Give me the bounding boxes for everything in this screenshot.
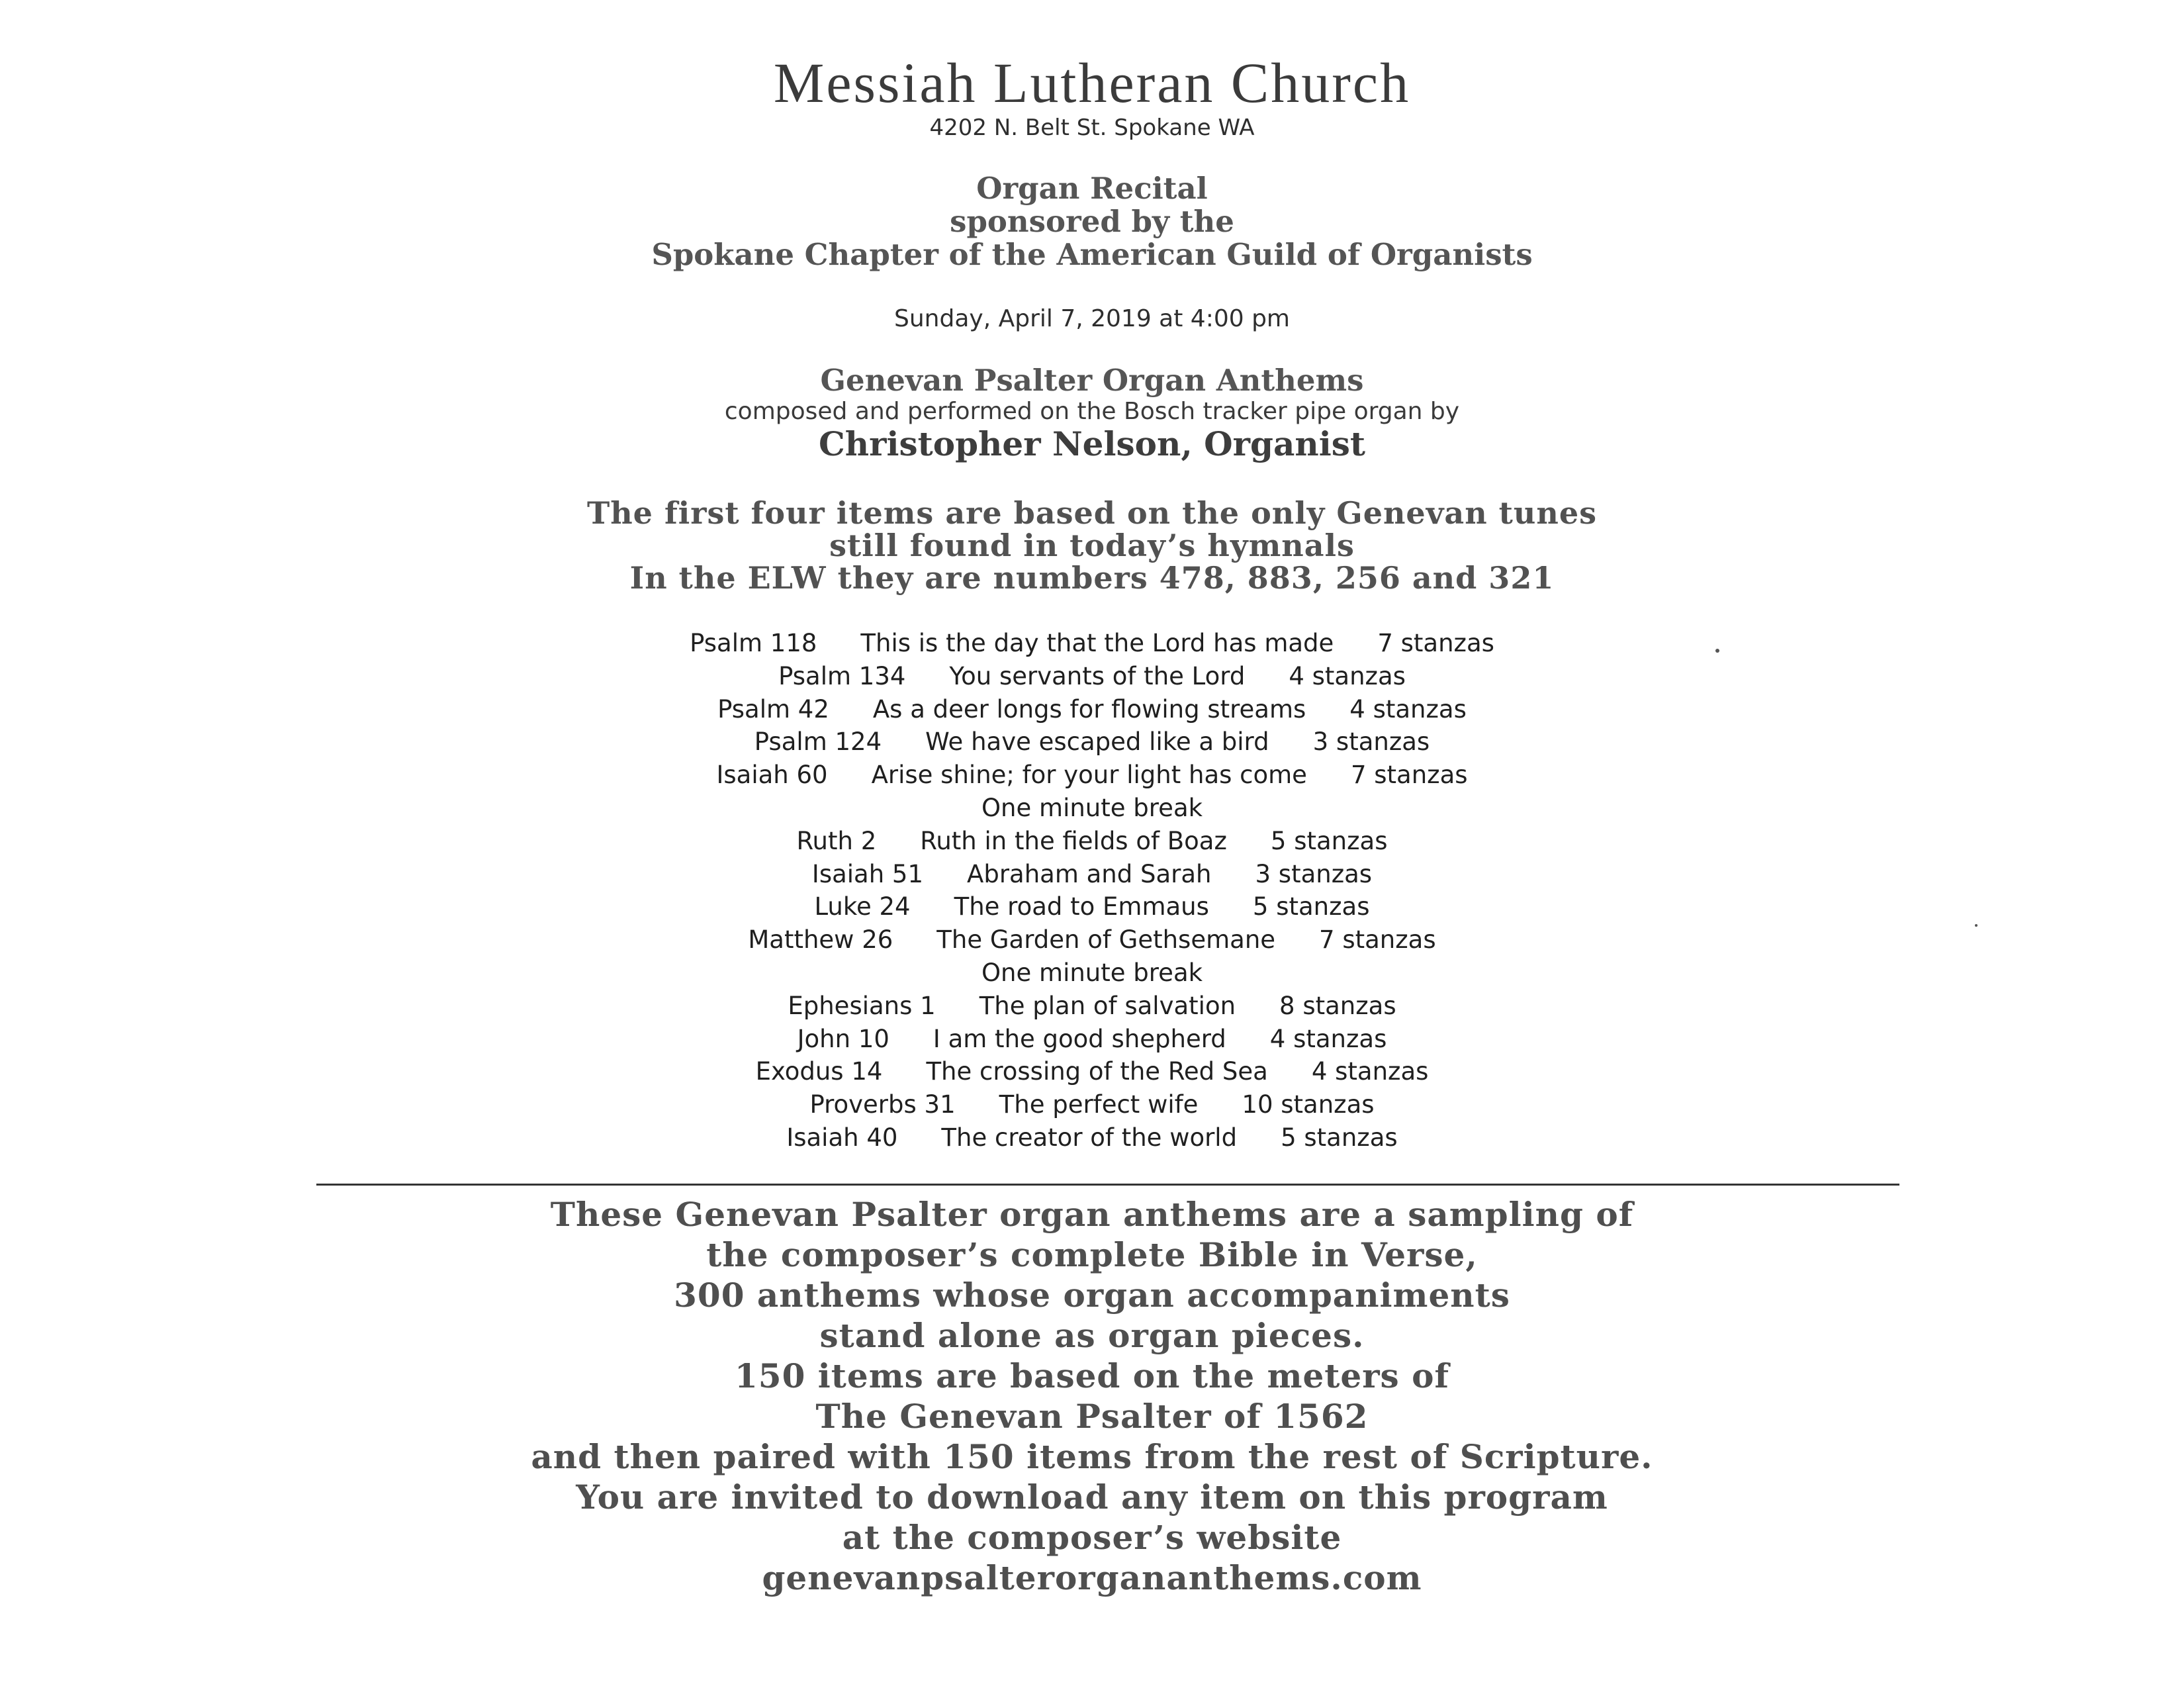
- footer-line: The Genevan Psalter of 1562: [815, 1397, 1369, 1436]
- program-item: [0, 1125, 2184, 1150]
- program-item-title: As a deer longs for flowing streams: [872, 695, 1306, 724]
- program-item: [0, 1092, 2184, 1117]
- program-item-title: The creator of the world: [941, 1123, 1238, 1152]
- scan-speck: [1975, 924, 1978, 927]
- program-item-stanzas: 8 stanzas: [1279, 992, 1396, 1020]
- footer-line: the composer’s complete Bible in Verse,: [706, 1235, 1478, 1274]
- program-item-title: The crossing of the Red Sea: [926, 1057, 1268, 1086]
- program-item: [0, 1027, 2184, 1051]
- footer-line: You are invited to download any item on this program: [576, 1477, 1608, 1517]
- program-item: [0, 829, 2184, 853]
- footer-line: stand alone as organ pieces.: [819, 1316, 1365, 1355]
- event-name: Organ Recital: [976, 171, 1208, 206]
- program-item-title: You servants of the Lord: [949, 662, 1246, 690]
- footer-website: genevanpsalterorgananthems.com: [762, 1558, 1422, 1597]
- program-item-title: Abraham and Sarah: [967, 860, 1212, 888]
- footer-line: at the composer’s website: [842, 1518, 1342, 1557]
- program-item: [0, 927, 2184, 952]
- program-item-scripture: Psalm 124: [754, 727, 882, 756]
- performer-name: Christopher Nelson, Organist: [819, 424, 1365, 463]
- program-item-scripture: Proverbs 31: [809, 1090, 956, 1119]
- program-item-stanzas: 7 stanzas: [1350, 761, 1468, 789]
- program-item: [0, 664, 2184, 688]
- intro-line: The first four items are based on the only Genevan tunes: [586, 495, 1597, 531]
- program-item-scripture: Isaiah 51: [811, 860, 924, 888]
- event-date: Sunday, April 7, 2019 at 4:00 pm: [894, 305, 1290, 332]
- program-item-scripture: Luke 24: [814, 892, 911, 921]
- scan-speck: [1715, 649, 1719, 653]
- program-item-stanzas: 4 stanzas: [1311, 1057, 1429, 1086]
- intro-line: still found in today’s hymnals: [829, 528, 1355, 563]
- program-break: [0, 796, 2184, 820]
- program-item-stanzas: 4 stanzas: [1349, 695, 1467, 724]
- program-item-stanzas: 3 stanzas: [1255, 860, 1373, 888]
- footer-line: 300 anthems whose organ accompaniments: [674, 1276, 1510, 1315]
- program-item-scripture: Isaiah 60: [716, 761, 828, 789]
- program-item-title: Arise shine; for your light has come: [871, 761, 1307, 789]
- intro-line: In the ELW they are numbers 478, 883, 256 and 321: [629, 560, 1555, 596]
- program-item-scripture: Psalm 118: [690, 629, 817, 657]
- program-item-scripture: Ephesians 1: [788, 992, 936, 1020]
- program-break: [0, 961, 2184, 985]
- sponsor-name: Spokane Chapter of the American Guild of Organists: [651, 237, 1533, 272]
- program-item-stanzas: 5 stanzas: [1270, 827, 1388, 855]
- program-item-stanzas: 5 stanzas: [1252, 892, 1370, 921]
- sponsored-by-text: sponsored by the: [950, 204, 1234, 239]
- program-item: [0, 862, 2184, 886]
- program-item-title: I am the good shepherd: [933, 1025, 1226, 1053]
- program-item: [0, 1059, 2184, 1084]
- footer-line: and then paired with 150 items from the rest of Scripture.: [531, 1437, 1653, 1476]
- program-item-scripture: John 10: [797, 1025, 889, 1053]
- program-item: [0, 631, 2184, 655]
- program-item-stanzas: 7 stanzas: [1377, 629, 1494, 657]
- church-name: Messiah Lutheran Church: [773, 51, 1411, 115]
- program-item-title: This is the day that the Lord has made: [860, 629, 1334, 657]
- footer-line: 150 items are based on the meters of: [735, 1356, 1449, 1395]
- program-item-stanzas: 10 stanzas: [1242, 1090, 1375, 1119]
- program-item-stanzas: 5 stanzas: [1281, 1123, 1398, 1152]
- program-item-scripture: Isaiah 40: [786, 1123, 898, 1152]
- composed-line: composed and performed on the Bosch tracker pipe organ by: [724, 398, 1460, 425]
- program-item: [0, 729, 2184, 754]
- program-item-scripture: Exodus 14: [755, 1057, 883, 1086]
- program-item-title: Ruth in the fields of Boaz: [920, 827, 1227, 855]
- program-item-scripture: Matthew 26: [748, 925, 893, 954]
- program-item-title: We have escaped like a bird: [925, 727, 1269, 756]
- program-item: [0, 994, 2184, 1018]
- program-item: [0, 697, 2184, 722]
- program-item-title: The Garden of Gethsemane: [936, 925, 1276, 954]
- program-item-scripture: Psalm 42: [717, 695, 829, 724]
- break-label: One minute break: [981, 794, 1203, 822]
- program-item-title: The perfect wife: [999, 1090, 1199, 1119]
- program-item-title: The road to Emmaus: [954, 892, 1209, 921]
- program-item-stanzas: 4 stanzas: [1289, 662, 1406, 690]
- program-item-scripture: Ruth 2: [796, 827, 877, 855]
- program-item-stanzas: 3 stanzas: [1312, 727, 1430, 756]
- divider: [316, 1184, 1899, 1186]
- program-item-scripture: Psalm 134: [778, 662, 906, 690]
- footer-line: These Genevan Psalter organ anthems are a sampling of: [550, 1195, 1634, 1234]
- program-item-stanzas: 7 stanzas: [1319, 925, 1436, 954]
- break-label: One minute break: [981, 959, 1203, 987]
- program-item-stanzas: 4 stanzas: [1269, 1025, 1387, 1053]
- church-address: 4202 N. Belt St. Spokane WA: [929, 115, 1255, 141]
- program-title: Genevan Psalter Organ Anthems: [820, 363, 1364, 398]
- program-item: [0, 894, 2184, 919]
- program-item-title: The plan of salvation: [979, 992, 1236, 1020]
- program-item: [0, 763, 2184, 787]
